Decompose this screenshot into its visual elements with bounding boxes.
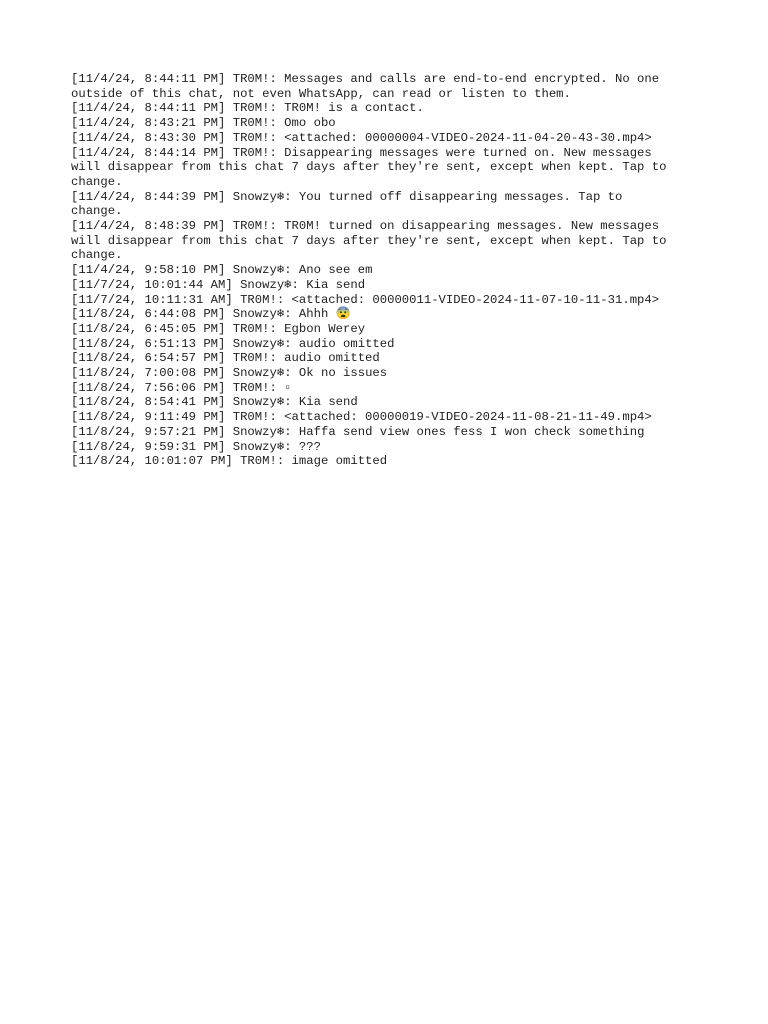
chat-line: [11/8/24, 7:00:08 PM] Snowzy❄: Ok no issues	[71, 366, 388, 381]
chat-line: [11/4/24, 8:43:21 PM] TR0M!: Omo obo	[71, 116, 336, 131]
chat-line: [11/7/24, 10:11:31 AM] TR0M!: <attached: 00000011-VIDEO-2024-11-07-10-11-31.mp4>	[71, 292, 660, 307]
chat-line: [11/4/24, 8:44:14 PM] TR0M!: Disappearing messages were turned on. New messages will disappear from this chat 7 days after they're sent, except when kept. Tap to change.	[71, 145, 667, 189]
chat-line: [11/8/24, 9:11:49 PM] TR0M!: <attached: 00000019-VIDEO-2024-11-08-21-11-49.mp4>	[71, 410, 652, 425]
chat-line: [11/4/24, 8:44:39 PM] Snowzy❄: You turned off disappearing messages. Tap to change.	[71, 189, 623, 219]
chat-line: [11/8/24, 9:59:31 PM] Snowzy❄: ???	[71, 439, 321, 454]
chat-line: [11/4/24, 8:43:30 PM] TR0M!: <attached: 00000004-VIDEO-2024-11-04-20-43-30.mp4>	[71, 130, 652, 145]
chat-line: [11/8/24, 6:45:05 PM] TR0M!: Egbon Werey	[71, 321, 366, 336]
chat-line: [11/8/24, 7:56:06 PM] TR0M!: ▫	[71, 380, 292, 395]
chat-line: [11/4/24, 8:44:11 PM] TR0M!: Messages and calls are end-to-end encrypted. No one outside of this chat, not even WhatsApp, can read or listen to them.	[71, 72, 660, 101]
chat-line: [11/8/24, 10:01:07 PM] TR0M!: image omitted	[71, 454, 388, 469]
chat-line: [11/4/24, 8:44:11 PM] TR0M!: TR0M! is a contact.	[71, 101, 424, 116]
chat-transcript	[71, 72, 691, 469]
chat-line: [11/8/24, 6:51:13 PM] Snowzy❄: audio omitted	[71, 336, 395, 351]
chat-line: [11/7/24, 10:01:44 AM] Snowzy❄: Kia send	[71, 277, 366, 292]
chat-line: [11/8/24, 6:54:57 PM] TR0M!: audio omitted	[71, 351, 380, 366]
chat-line: [11/4/24, 8:48:39 PM] TR0M!: TR0M! turned on disappearing messages. New messages will disappear from this chat 7 days after they're sent, except when kept. Tap to change.	[71, 219, 667, 263]
chat-line: [11/8/24, 9:57:21 PM] Snowzy❄: Haffa send view ones fess I won check something	[71, 424, 645, 439]
chat-line: [11/8/24, 8:54:41 PM] Snowzy❄: Kia send	[71, 395, 358, 410]
chat-line: [11/4/24, 9:58:10 PM] Snowzy❄: Ano see em	[71, 263, 373, 278]
chat-line: [11/8/24, 6:44:08 PM] Snowzy❄: Ahhh 😨	[71, 307, 351, 322]
